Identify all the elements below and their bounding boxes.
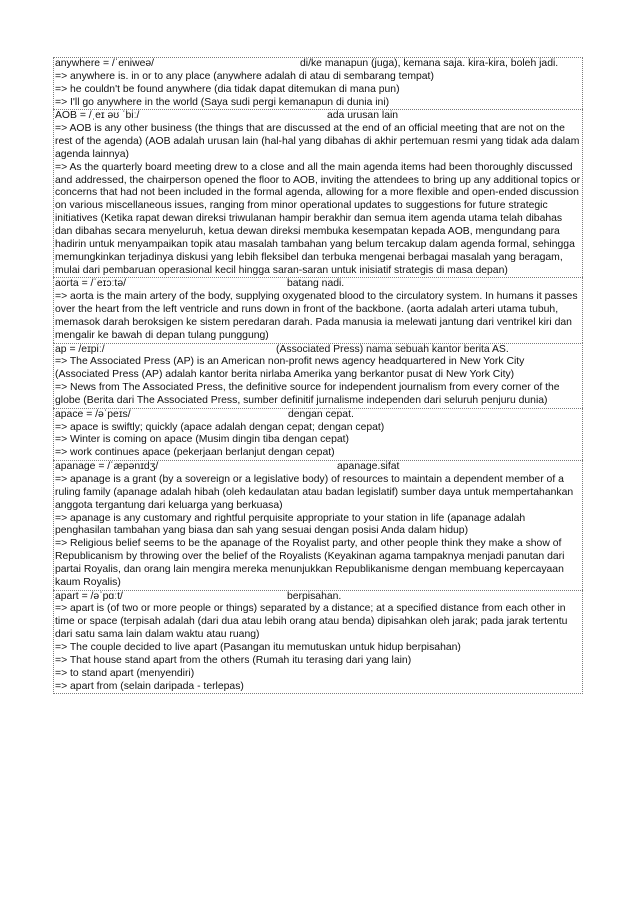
entry-apart bbox=[53, 590, 583, 695]
entry-meaning: berpisahan. bbox=[287, 590, 342, 602]
entry-head bbox=[55, 344, 581, 357]
entry-line: => apart is (of two or more people or things) separated by a distance; at a specified distance from each other in time or space (terpisah adalah (dari dua atau lebih orang atau benda) dipisahkan oleh jarak; pada jarak tertentu dari satu sama lain dalam waktu atau ruang) bbox=[55, 603, 568, 641]
entry-line: => apart from (selain daripada - terlepas) bbox=[55, 680, 244, 692]
entry-line: => apace is swiftly; quickly (apace adalah dengan cepat; dengan cepat) bbox=[55, 421, 385, 433]
entry-line: => The Associated Press (AP) is an American non-profit news agency headquartered in New York City (Associated Press (AP) adalah kantor berita nirlaba Amerika yang berkantor pusat di New York City) bbox=[55, 356, 525, 381]
entry-line: => aorta is the main artery of the body, supplying oxygenated blood to the circulatory system. In humans it passes over the heart from the left ventricle and runs down in front of the backbone. (aorta adalah arteri utama tubuh, memasok darah beroksigen ke sistem peredaran darah. Pada manusia ia melewati jantung dari ventrikel kiri dan mengalir ke bawah di depan tulang punggung) bbox=[55, 291, 578, 341]
entry-anywhere bbox=[53, 57, 583, 109]
entry-word: ap = /eɪpiː/ bbox=[55, 343, 105, 355]
entry-line: => As the quarterly board meeting drew to a close and all the main agenda items had been thoroughly discussed and addressed, the chairperson opened the floor to AOB, inviting the attendees to bring up any additional topics or concerns that had not been included in the formal agenda, allowing for a more flexible and open-ended discussion on various miscellaneous issues, ranging from minor operational updates to suggestions for future strategic initiatives (Ketika rapat dewan direksi triwulanan hampir berakhir dan semua item agenda utama telah dibahas dan dibahas secara menyeluruh, ketua dewan direksi membuka kesempatan kepada AOB, mengundang para hadirin untuk menyampaikan topik atau masalah tambahan yang belum tercakup dalam agenda formal, sehingga memungkinkan terjadinya diskusi yang lebih fleksibel dan terbuka mengenai berbagai masalah yang beragam, mulai dari pembaruan operasional kecil hingga saran-saran untuk inisiatif strategis di masa depan) bbox=[55, 161, 581, 276]
entry-line: => That house stand apart from the others (Rumah itu terasing dari yang lain) bbox=[55, 654, 412, 666]
entry-line: => Winter is coming on apace (Musim dingin tiba dengan cepat) bbox=[55, 434, 349, 446]
entry-line: => anywhere is. in or to any place (anywhere adalah di atau di sembarang tempat) bbox=[55, 70, 434, 82]
entry-line: => apanage is any customary and rightful perquisite appropriate to your station in life (apanage adalah penghasilan tambahan yang biasa dan sah yang sesuai dengan posisi Anda dalam hidup) bbox=[55, 512, 526, 537]
entry-word: anywhere = /ˈeniweə/ bbox=[55, 58, 155, 69]
entry-line: => he couldn't be found anywhere (dia tidak dapat ditemukan di mana pun) bbox=[55, 83, 400, 95]
entry-apace bbox=[53, 408, 583, 460]
entry-meaning: (Associated Press) nama sebuah kantor berita AS. bbox=[276, 343, 509, 355]
entry-meaning: ada urusan lain bbox=[327, 110, 399, 122]
entry-ap bbox=[53, 343, 583, 408]
entry-word: apanage = /ˈæpənɪdʒ/ bbox=[55, 461, 159, 473]
entry-head bbox=[55, 110, 581, 123]
entry-meaning: batang nadi. bbox=[287, 278, 345, 290]
entry-head bbox=[55, 461, 581, 474]
entry-word: AOB = /ˌeɪ əʊ ˈbiː/ bbox=[55, 110, 140, 122]
entry-line: => work continues apace (pekerjaan berlanjut dengan cepat) bbox=[55, 447, 335, 459]
entry-meaning: apanage.sifat bbox=[337, 461, 400, 473]
dictionary-page bbox=[53, 57, 583, 694]
entry-line: => I'll go anywhere in the world (Saya sudi pergi kemanapun di dunia ini) bbox=[55, 96, 390, 108]
entry-head bbox=[55, 591, 581, 604]
entry-line: => The couple decided to live apart (Pasangan itu memutuskan untuk hidup berpisahan) bbox=[55, 641, 461, 653]
entry-word: aorta = /ˈeɪɔːtə/ bbox=[55, 278, 126, 290]
entry-meaning: di/ke manapun (juga), kemana saja. kira-kira, boleh jadi. bbox=[300, 58, 559, 69]
entry-meaning: dengan cepat. bbox=[288, 408, 354, 420]
entry-head bbox=[55, 58, 581, 71]
entry-apanage bbox=[53, 460, 583, 589]
entry-aorta bbox=[53, 277, 583, 342]
entry-line: => apanage is a grant (by a sovereign or a legislative body) of resources to maintain a dependent member of a ruling family (apanage adalah hibah (oleh kedaulatan atau badan legislatif) sumber daya untuk mempertahankan anggota tergantung dari keluarga yang berkuasa) bbox=[55, 474, 574, 511]
entry-head bbox=[55, 278, 581, 291]
entry-line: => AOB is any other business (the things that are discussed at the end of an official meeting that are not on the rest of the agenda) (AOB adalah urusan lain (hal-hal yang dibahas di akhir pertemuan resmi yang tidak ada dalam agenda lainnya) bbox=[55, 123, 580, 160]
entry-line: => to stand apart (menyendiri) bbox=[55, 667, 195, 679]
entry-aob bbox=[53, 109, 583, 277]
entry-word: apart = /əˈpɑːt/ bbox=[55, 590, 123, 602]
entry-line: => News from The Associated Press, the definitive source for independent journalism from every corner of the globe (Berita dari The Associated Press, sumber definitif jurnalisme independen dari seluruh penjuru dunia) bbox=[55, 382, 560, 406]
entry-word: apace = /əˈpeɪs/ bbox=[55, 408, 131, 420]
entry-line: => Religious belief seems to be the apanage of the Royalist party, and other people think they make a show of Republicanism by throwing over the belief of the Royalists (Keyakinan agama tampaknya menjadi panutan dari partai Royalis, dan orang lain mengira mereka menunjukkan Republikanisme dengan membuang kepercayaan kaum Royalis) bbox=[55, 538, 565, 588]
entry-head bbox=[55, 409, 581, 422]
